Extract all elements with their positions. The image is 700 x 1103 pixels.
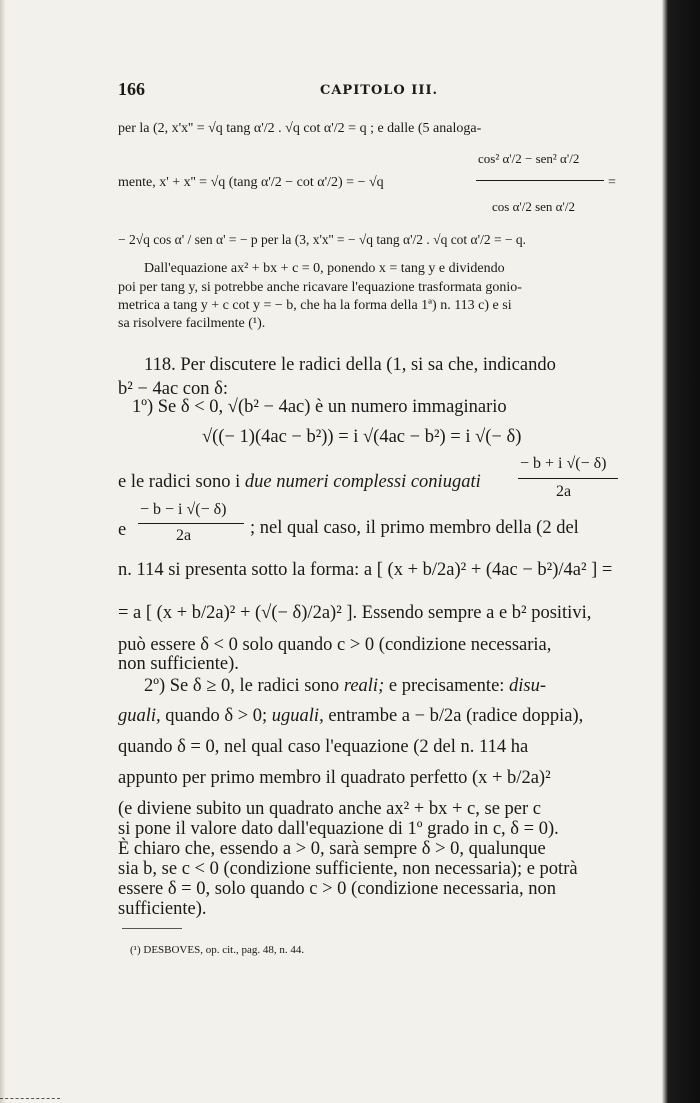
section-heading: 118. Per discutere le radici della (1, si sa che, indicando: [144, 355, 556, 375]
text-line: ; nel qual caso, il primo membro della (2 del: [250, 518, 579, 538]
text-span: e le radici sono i: [118, 472, 241, 492]
text-span: 2º) Se δ ≥ 0, le radici sono: [144, 676, 340, 696]
text-line: [118, 473, 481, 492]
emphasis: due numeri complessi coniugati: [244, 472, 481, 492]
book-binding-shadow: [662, 0, 700, 1103]
text-span: e precisamente:: [388, 676, 505, 696]
text-line: può essere δ < 0 solo quando c > 0 (condizione necessaria,: [118, 635, 552, 655]
text-line: n. 114 si presenta sotto la forma: a [ (x + b/2a)² + (4ac − b²)/4a² ] =: [118, 560, 613, 580]
text-line: b² − 4ac con δ:: [118, 379, 228, 399]
text-line: (e diviene subito un quadrato anche ax² + bx + c, se per c: [118, 799, 541, 819]
text-line: sufficiente).: [118, 899, 207, 919]
page-edge: [0, 0, 6, 1103]
formula-denominator: 2a: [556, 483, 572, 500]
formula-numerator: − b + i √(− δ): [520, 455, 607, 472]
text-line: non sufficiente).: [118, 654, 239, 674]
text-line: quando δ = 0, nel qual caso l'equazione (2 del n. 114 ha: [118, 737, 529, 757]
formula-numerator: − b − i √(− δ): [140, 501, 227, 518]
formula-line: √((− 1)(4ac − b²)) = i √(4ac − b²) = i √(− δ): [202, 427, 522, 447]
emphasis: reali;: [343, 676, 385, 696]
text-span: entrambe a − b/2a (radice doppia),: [328, 706, 584, 726]
formula-denominator: cos α'/2 sen α'/2: [492, 199, 575, 214]
text-line: e: [118, 520, 127, 540]
text-line: =: [608, 175, 616, 190]
formula-numerator: cos² α'/2 − sen² α'/2: [478, 151, 580, 166]
chapter-title: CAPITOLO III.: [320, 83, 439, 98]
fraction-bar: [476, 180, 604, 181]
formula-denominator: 2a: [176, 527, 192, 544]
text-line: per la (2, x'x'' = √q tang α'/2 . √q cot α'/2 = q ; e dalle (5 analoga-: [118, 121, 482, 136]
text-line: − 2√q cos α' / sen α' = − p per la (3, x'x'' = − √q tang α'/2 . √q cot α'/2 = − q.: [118, 232, 527, 247]
page-number: 166: [118, 79, 145, 99]
text-line: 1º) Se δ < 0, √(b² − 4ac) è un numero immaginario: [132, 397, 507, 417]
footnote-divider: [122, 928, 182, 929]
footnote: (¹) DESBOVES, op. cit., pag. 48, n. 44.: [130, 944, 305, 956]
text-line: [144, 677, 546, 696]
bottom-edge-mark: [0, 1098, 60, 1099]
text-line: metrica a tang y + c cot y = − b, che ha la forma della 1ª) n. 113 c) e si: [118, 298, 512, 313]
text-line: poi per tang y, si potrebbe anche ricavare l'equazione trasformata gonio-: [118, 280, 522, 295]
text-line: sia b, se c < 0 (condizione sufficiente, non necessaria); e potrà: [118, 859, 578, 879]
emphasis: disu-: [509, 676, 547, 696]
text-span: quando δ > 0;: [165, 706, 268, 726]
text-line: [118, 707, 583, 726]
text-line: = a [ (x + b/2a)² + (√(− δ)/2a)² ]. Essendo sempre a e b² positivi,: [118, 603, 592, 623]
text-line: mente, x' + x'' = √q (tang α'/2 − cot α'/2) = − √q: [118, 175, 384, 190]
text-line: sa risolvere facilmente (¹).: [118, 316, 266, 331]
emphasis: uguali,: [271, 706, 324, 726]
text-line: si pone il valore dato dall'equazione di 1º grado in c, δ = 0).: [118, 819, 559, 839]
fraction-bar: [138, 523, 244, 524]
text-line: È chiaro che, essendo a > 0, sarà sempre δ > 0, qualunque: [118, 839, 546, 859]
fraction-bar: [518, 478, 618, 479]
text-line: appunto per primo membro il quadrato perfetto (x + b/2a)²: [118, 768, 551, 788]
text-line: Dall'equazione ax² + bx + c = 0, ponendo x = tang y e dividendo: [144, 261, 505, 276]
text-line: essere δ = 0, solo quando c > 0 (condizione necessaria, non: [118, 879, 556, 899]
emphasis: guali,: [118, 706, 161, 726]
